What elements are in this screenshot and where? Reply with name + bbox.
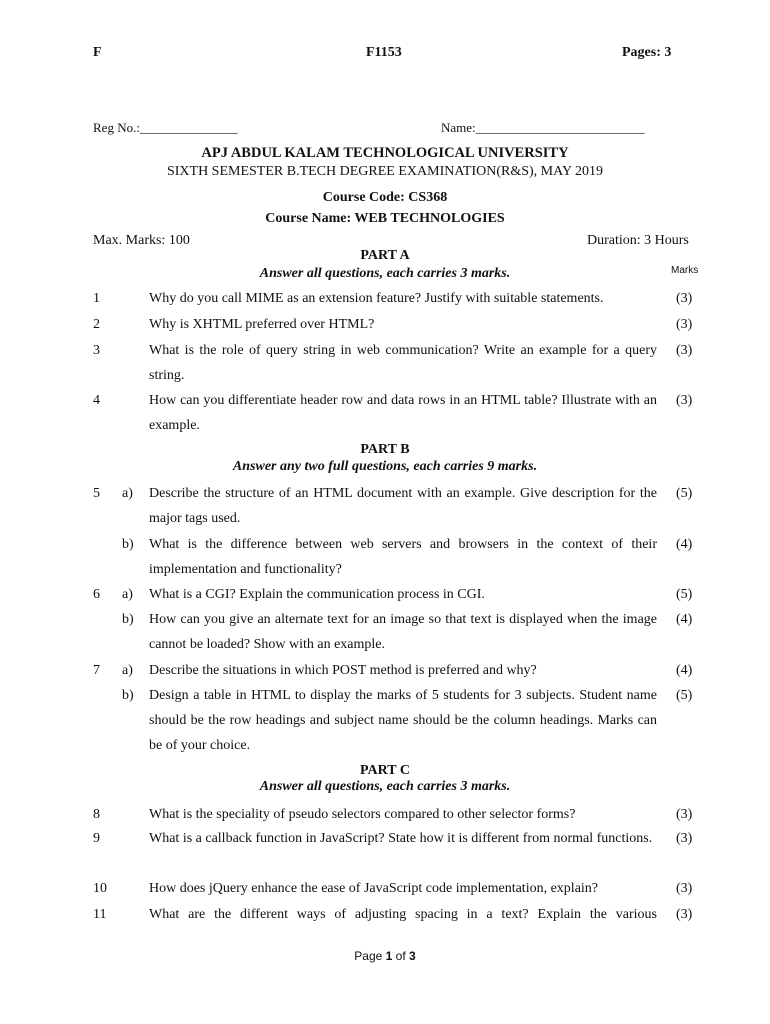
page-footer — [0, 949, 770, 963]
question-subpart: a) — [122, 663, 133, 678]
question-number: 8 — [93, 807, 100, 822]
question-text: What is a CGI? Explain the communication process in CGI. — [149, 587, 485, 602]
footer-mid: of — [392, 949, 410, 963]
question-marks: (3) — [676, 393, 693, 408]
question-marks: (3) — [676, 831, 693, 846]
question-number: 1 — [93, 291, 100, 306]
question-marks: (3) — [676, 881, 693, 896]
question-marks: (3) — [676, 807, 693, 822]
max-marks: Max. Marks: 100 — [93, 233, 190, 248]
marks-column-label: Marks — [671, 265, 699, 276]
name-field: Name:__________________________ — [441, 120, 645, 135]
page-count: Pages: 3 — [622, 45, 672, 60]
question-text: What is the speciality of pseudo selectors compared to other selector forms? — [149, 807, 576, 822]
paper-series-code: F — [93, 45, 102, 60]
question-number: 2 — [93, 317, 100, 332]
question-marks: (3) — [676, 317, 693, 332]
question-marks: (5) — [676, 587, 693, 602]
course-code: Course Code: CS368 — [322, 190, 448, 205]
question-text: What are the different ways of adjusting spacing in a text? Explain the various — [149, 907, 657, 922]
footer-current-page: 1 — [385, 949, 393, 963]
paper-id: F1153 — [366, 45, 402, 60]
question-text: Describe the structure of an HTML document with an example. Give description for the major tags used. — [149, 486, 657, 526]
part-c-instruction: Answer all questions, each carries 3 marks. — [259, 779, 511, 794]
exam-title: SIXTH SEMESTER B.TECH DEGREE EXAMINATION(R&S), MAY 2019 — [166, 164, 604, 179]
question-subpart: b) — [122, 688, 134, 703]
question-marks: (4) — [676, 612, 693, 627]
question-text: Design a table in HTML to display the marks of 5 students for 3 subjects. Student name should be the row headings and subject name should be the column headings. Marks can be of your choice. — [149, 688, 657, 753]
university-title: APJ ABDUL KALAM TECHNOLOGICAL UNIVERSITY — [201, 145, 569, 161]
question-number: 9 — [93, 831, 100, 846]
part-b-instruction: Answer any two full questions, each carries 9 marks. — [232, 459, 538, 474]
question-text: What is the role of query string in web communication? Write an example for a query string. — [149, 343, 657, 383]
footer-total-pages: 3 — [409, 949, 416, 963]
course-name: Course Name: WEB TECHNOLOGIES — [265, 211, 505, 226]
question-text: What is a callback function in JavaScript? State how it is different from normal functions. — [149, 831, 653, 846]
question-number: 10 — [93, 881, 107, 896]
duration: Duration: 3 Hours — [587, 233, 689, 248]
question-subpart: a) — [122, 587, 133, 602]
question-marks: (5) — [676, 688, 693, 703]
footer-prefix: Page — [354, 949, 386, 963]
question-marks: (5) — [676, 486, 693, 501]
question-number: 3 — [93, 343, 100, 358]
part-b-title: PART B — [360, 442, 410, 457]
question-text: Why is XHTML preferred over HTML? — [149, 317, 375, 332]
question-subpart: a) — [122, 486, 133, 501]
question-number: 6 — [93, 587, 100, 602]
part-a-title: PART A — [360, 248, 410, 263]
question-marks: (3) — [676, 343, 693, 358]
question-text: How can you give an alternate text for an image so that text is displayed when the image cannot be loaded? Show with an example. — [149, 612, 657, 652]
question-number: 7 — [93, 663, 100, 678]
question-marks: (3) — [676, 907, 693, 922]
part-c-title: PART C — [360, 763, 410, 778]
question-text: What is the difference between web servers and browsers in the context of their implementation and functionality? — [149, 537, 657, 577]
question-number: 4 — [93, 393, 100, 408]
question-text: How can you differentiate header row and data rows in an HTML table? Illustrate with an example. — [149, 393, 657, 433]
question-subpart: b) — [122, 612, 134, 627]
question-marks: (3) — [676, 291, 693, 306]
question-text: How does jQuery enhance the ease of JavaScript code implementation, explain? — [149, 881, 599, 896]
question-text: Why do you call MIME as an extension feature? Justify with suitable statements. — [149, 291, 604, 306]
question-number: 11 — [93, 907, 107, 922]
part-a-instruction: Answer all questions, each carries 3 marks. — [259, 266, 511, 281]
question-marks: (4) — [676, 537, 693, 552]
question-number: 5 — [93, 486, 100, 501]
question-marks: (4) — [676, 663, 693, 678]
question-text: Describe the situations in which POST method is preferred and why? — [149, 663, 537, 678]
question-subpart: b) — [122, 537, 134, 552]
reg-no-field: Reg No.:_______________ — [93, 120, 238, 135]
